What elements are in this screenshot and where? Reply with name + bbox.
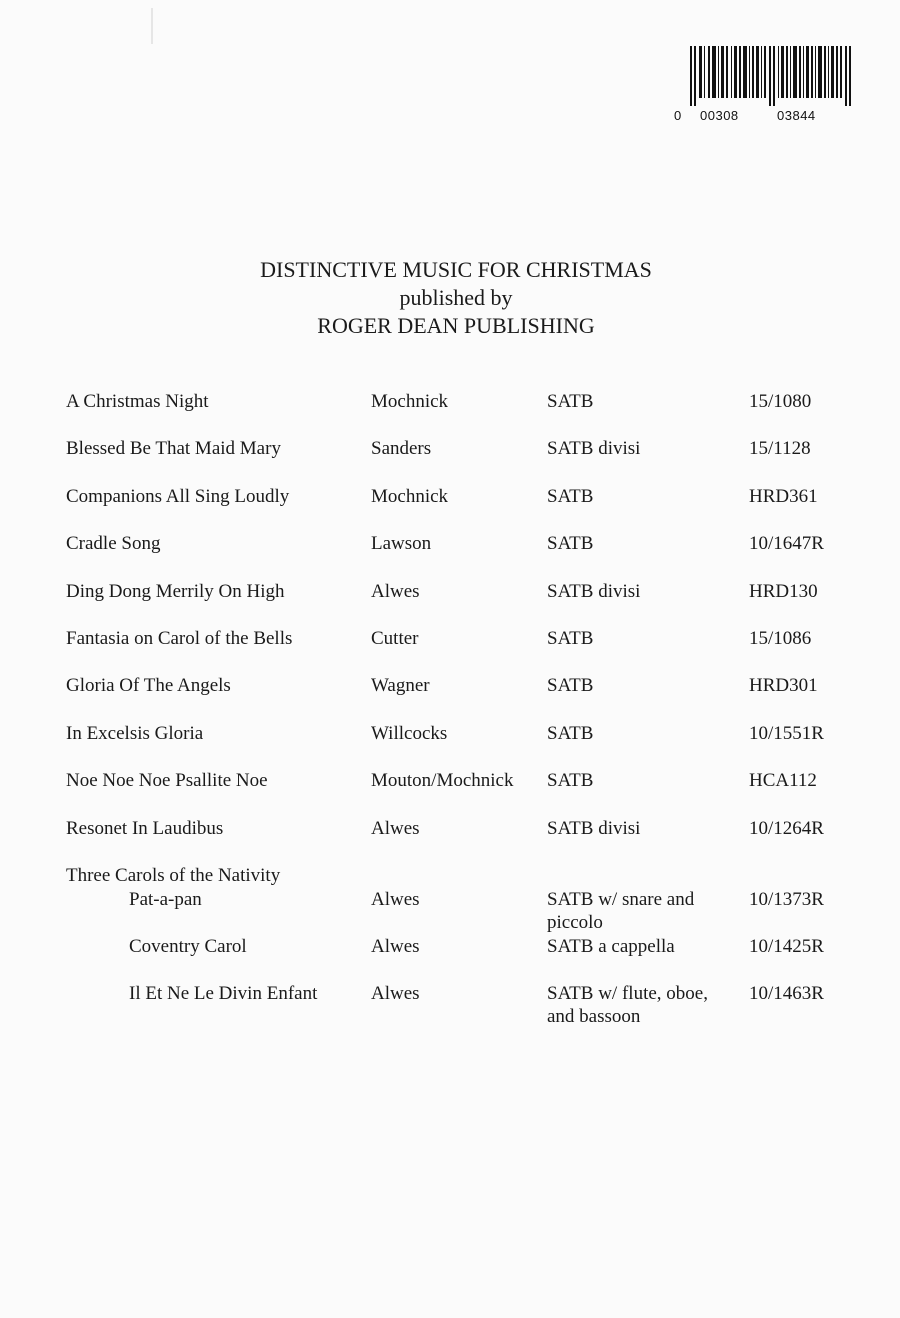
header-title: DISTINCTIVE MUSIC FOR CHRISTMAS xyxy=(260,257,652,282)
group-title-text: Three Carols of the Nativity xyxy=(66,864,281,886)
catalog-number: 10/1264R xyxy=(749,817,824,839)
voicing: SATB divisi xyxy=(547,817,641,839)
catalog-row xyxy=(66,390,846,437)
group-title xyxy=(66,864,846,888)
composer: Lawson xyxy=(371,533,432,555)
catalog-header xyxy=(0,256,900,340)
catalog-number: HRD361 xyxy=(749,485,818,507)
voicing: SATB xyxy=(547,627,594,649)
piece-title: Noe Noe Noe Psallite Noe xyxy=(66,770,268,792)
voicing: SATB divisi xyxy=(547,438,641,460)
composer: Sanders xyxy=(371,438,432,460)
scan-edge-mark xyxy=(151,8,153,44)
composer: Wagner xyxy=(371,675,430,697)
catalog-row xyxy=(66,532,846,579)
catalog-row xyxy=(66,769,846,816)
barcode-bars xyxy=(690,46,855,106)
composer: Alwes xyxy=(371,935,420,957)
catalog-row xyxy=(66,674,846,721)
catalog-number: 10/1647R xyxy=(749,533,824,555)
composer: Mochnick xyxy=(371,391,449,412)
group-row xyxy=(66,935,846,982)
publisher-name: ROGER DEAN PUBLISHING xyxy=(317,313,595,338)
piece-title: Pat-a-pan xyxy=(129,888,202,910)
catalog-list xyxy=(66,390,846,1032)
voicing: SATB xyxy=(547,485,594,507)
catalog-row xyxy=(66,817,846,864)
composer: Alwes xyxy=(371,817,420,839)
catalog-row xyxy=(66,580,846,627)
catalog-number: HRD301 xyxy=(749,675,818,697)
catalog-number: 15/1128 xyxy=(749,438,811,460)
header-subtitle: published by xyxy=(399,285,513,310)
barcode-left-digits: 00308 xyxy=(700,108,739,123)
group-row xyxy=(66,888,846,935)
piece-title: In Excelsis Gloria xyxy=(66,722,204,744)
catalog-row xyxy=(66,627,846,674)
catalog-number: 10/1463R xyxy=(749,982,824,1004)
composer: Alwes xyxy=(371,580,420,602)
piece-title: Il Et Ne Le Divin Enfant xyxy=(129,982,318,1004)
piece-title: Resonet In Laudibus xyxy=(66,817,224,839)
catalog-number: HRD130 xyxy=(749,580,818,602)
catalog-row xyxy=(66,437,846,484)
barcode-right-digits: 03844 xyxy=(777,108,816,123)
piece-title: Gloria Of The Angels xyxy=(66,675,231,697)
voicing: SATB xyxy=(547,722,594,744)
catalog-row xyxy=(66,722,846,769)
composer: Mochnick xyxy=(371,485,449,507)
piece-title: Cradle Song xyxy=(66,533,161,555)
voicing: SATB xyxy=(547,533,594,555)
voicing: SATB a cappella xyxy=(547,935,675,957)
voicing: SATB xyxy=(547,770,594,792)
piece-title: Blessed Be That Maid Mary xyxy=(66,438,281,460)
voicing: SATB w/ flute, oboe, and bassoon xyxy=(547,982,708,1027)
composer: Willcocks xyxy=(371,722,448,744)
piece-title: Companions All Sing Loudly xyxy=(66,485,290,507)
piece-title: A Christmas Night xyxy=(66,391,209,412)
voicing: SATB xyxy=(547,391,594,412)
composer: Cutter xyxy=(371,627,419,649)
piece-title: Coventry Carol xyxy=(129,935,247,957)
catalog-number: 15/1086 xyxy=(749,627,812,649)
catalog-number: 10/1373R xyxy=(749,888,824,910)
piece-title: Ding Dong Merrily On High xyxy=(66,580,285,602)
composer: Alwes xyxy=(371,888,420,910)
group-row xyxy=(66,982,846,1032)
barcode-lead-digit: 0 xyxy=(674,108,682,123)
piece-title: Fantasia on Carol of the Bells xyxy=(66,627,293,649)
voicing: SATB divisi xyxy=(547,580,641,602)
voicing: SATB xyxy=(547,675,594,697)
catalog-number: 15/1080 xyxy=(749,391,812,412)
composer: Alwes xyxy=(371,982,420,1004)
barcode xyxy=(670,46,860,122)
catalog-number: HCA112 xyxy=(749,770,817,792)
catalog-number: 10/1551R xyxy=(749,722,824,744)
catalog-row xyxy=(66,485,846,532)
catalog-number: 10/1425R xyxy=(749,935,824,957)
composer: Mouton/Mochnick xyxy=(371,770,514,792)
voicing: SATB w/ snare and piccolo xyxy=(547,888,695,933)
